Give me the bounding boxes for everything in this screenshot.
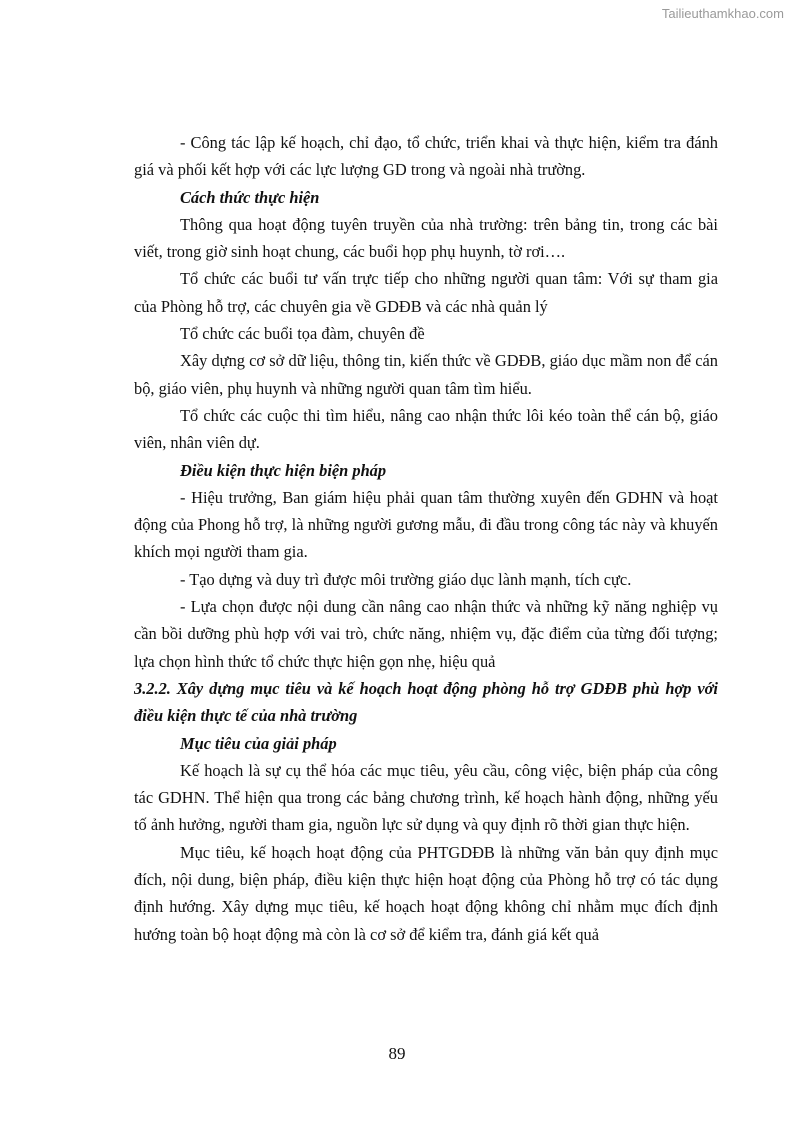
subheading: Mục tiêu của giải pháp: [180, 733, 337, 753]
paragraph: - Tạo dựng và duy trì được môi trường giáo dục lành mạnh, tích cực.: [180, 569, 632, 589]
paragraph: Tổ chức các cuộc thi tìm hiểu, nâng cao nhận thức lôi kéo toàn thể cán bộ, giáo viên, nhân viên dự.: [134, 405, 718, 453]
watermark: Tailieuthamkhao.com: [661, 6, 784, 21]
subheading: Điều kiện thực hiện biện pháp: [180, 460, 387, 480]
paragraph: - Hiệu trưởng, Ban giám hiệu phải quan tâm thường xuyên đến GDHN và hoạt động của Phong hỗ trợ, là những người gương mẫu, đi đầu trong công tác này và khuyến khích mọi người tham gia.: [134, 487, 718, 562]
paragraph: Tổ chức các buổi tọa đàm, chuyên đề: [180, 324, 425, 344]
document-body: [134, 129, 718, 948]
subheading: Cách thức thực hiện: [180, 187, 320, 207]
page-number: 89: [388, 1044, 406, 1063]
paragraph: Thông qua hoạt động tuyên truyền của nhà trường: trên bảng tin, trong các bài viết, trong giờ sinh hoạt chung, các buổi họp phụ huynh, tờ rơi….: [134, 214, 718, 262]
paragraph: - Lựa chọn được nội dung cần nâng cao nhận thức và những kỹ năng nghiệp vụ cần bồi dưỡng phù hợp với vai trò, chức năng, nhiệm vụ, đặc điểm của từng đối tượng; lựa chọn hình thức tổ chức thực hiện gọn nhẹ, hiệu quả: [134, 597, 718, 671]
paragraph: - Công tác lập kế hoạch, chỉ đạo, tổ chức, triển khai và thực hiện, kiểm tra đánh giá và phối kết hợp với các lực lượng GD trong và ngoài nhà trường.: [134, 133, 718, 180]
section-heading: 3.2.2. Xây dựng mục tiêu và kế hoạch hoạt động phòng hỗ trợ GDĐB phù hợp với điều kiện thực tế của nhà trường: [134, 678, 718, 726]
paragraph: Tổ chức các buổi tư vấn trực tiếp cho những người quan tâm: Với sự tham gia của Phòng hỗ trợ, các chuyên gia về GDĐB và các nhà quản lý: [134, 269, 718, 316]
paragraph: Xây dựng cơ sở dữ liệu, thông tin, kiến thức về GDĐB, giáo dục mầm non để cán bộ, giáo viên, phụ huynh và những người quan tâm tìm hiểu.: [134, 351, 718, 398]
paragraph: Kế hoạch là sự cụ thể hóa các mục tiêu, yêu cầu, công việc, biện pháp của công tác GDHN. Thể hiện qua trong các bảng chương trình, kế hoạch hành động, những yếu tố ảnh hưởng, người tham gia, nguồn lực sử dụng và quy định rõ thời gian thực hiện.: [134, 760, 718, 835]
paragraph: Mục tiêu, kế hoạch hoạt động của PHTGDĐB là những văn bản quy định mục đích, nội dung, biện pháp, điều kiện thực hiện hoạt động của Phòng hỗ trợ có tác dụng định hướng. Xây dựng mục tiêu, kế hoạch hoạt động không chỉ nhằm mục đích định hướng toàn bộ hoạt động mà còn là cơ sở để kiểm tra, đánh giá kết quả: [134, 842, 718, 944]
